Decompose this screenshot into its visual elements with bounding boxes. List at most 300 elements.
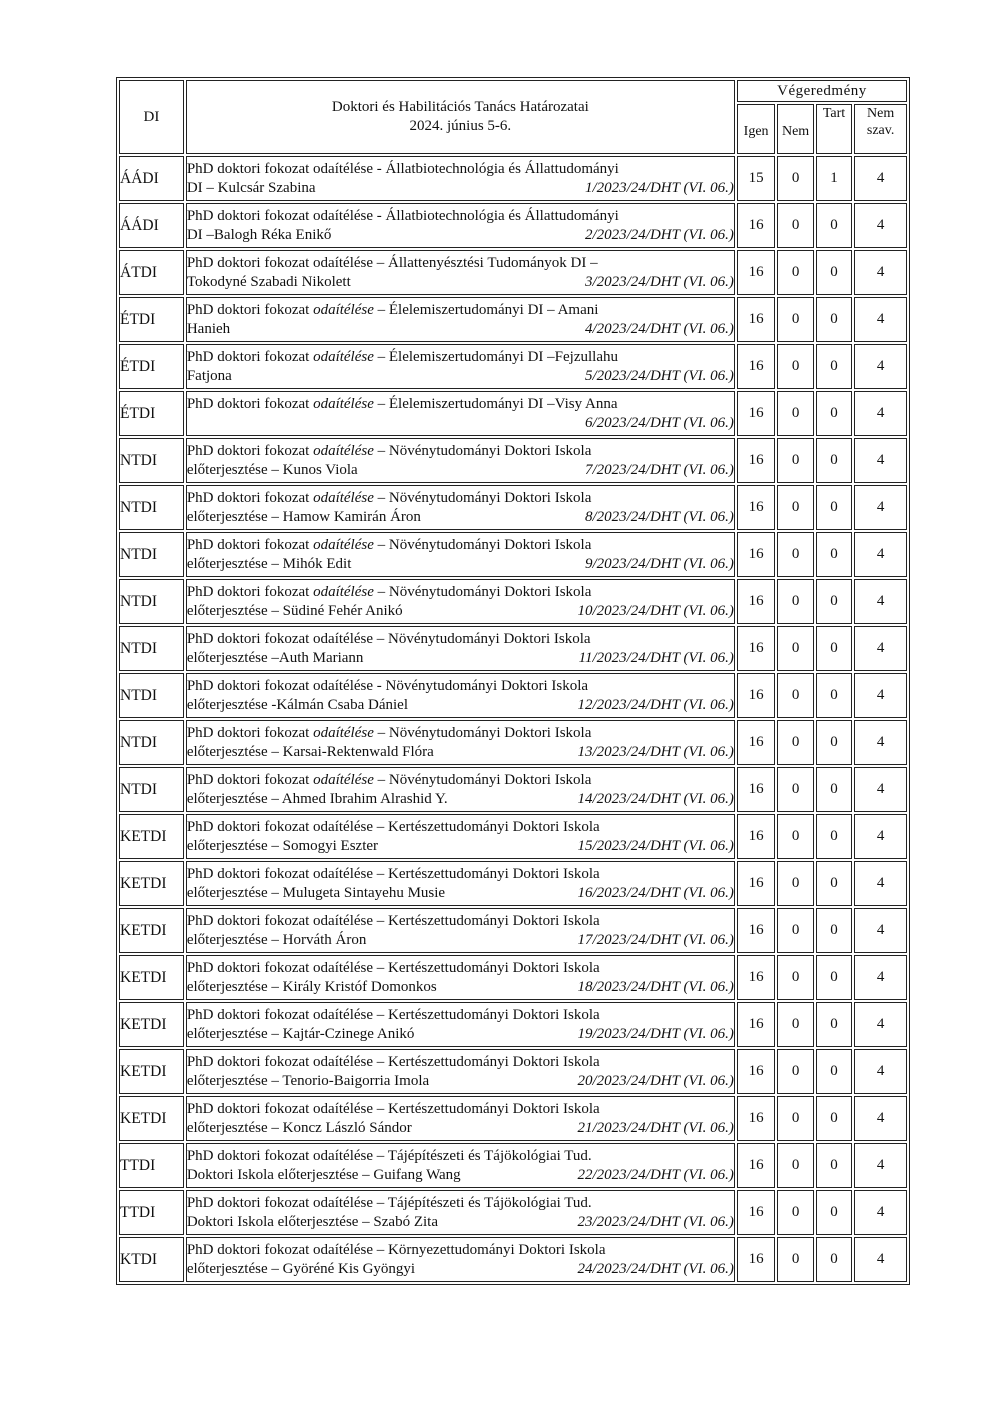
row-description-line1 (187, 1006, 734, 1025)
row-resolution-ref: 6/2023/24/DHT (VI. 06.) (584, 414, 734, 431)
row-description-line2 (187, 179, 734, 198)
row-vote-igen: 16 (737, 955, 775, 1000)
table-row (119, 438, 907, 483)
row-candidate: előterjesztése – Király Kristóf Domonkos (186, 978, 437, 995)
table-row (119, 955, 907, 1000)
row-description (186, 203, 735, 248)
table-row (119, 814, 907, 859)
row-resolution-ref: 18/2023/24/DHT (VI. 06.) (577, 978, 734, 995)
row-resolution-ref: 10/2023/24/DHT (VI. 06.) (577, 602, 734, 619)
row-description-lead: PhD doktori fokozat odaítélése (186, 1241, 374, 1258)
row-description-line1 (187, 395, 734, 414)
row-description (186, 814, 735, 859)
resolutions-table (116, 77, 910, 1285)
row-description-line2 (187, 508, 734, 527)
row-candidate: Fatjona (186, 367, 232, 384)
table-row (119, 344, 907, 389)
row-di-code: TTDI (119, 1143, 184, 1188)
row-description-lead: PhD doktori fokozat odaítélése (186, 1053, 374, 1070)
row-candidate: előterjesztése – Györéné Kis Gyöngyi (186, 1260, 416, 1277)
row-description-rest: – Környezettudományi Doktori Iskola (373, 1241, 606, 1258)
row-description-lead: PhD doktori fokozat odaítélése (186, 865, 374, 882)
row-description (186, 250, 735, 295)
row-di-code: NTDI (119, 532, 184, 577)
row-description-lead: PhD doktori fokozat (186, 395, 314, 412)
table-row (119, 1143, 907, 1188)
row-vote-nem-szav: 4 (854, 1002, 907, 1047)
row-vote-nem: 0 (777, 485, 813, 530)
row-description-italic-word: odaítélése (313, 442, 374, 459)
row-candidate: előterjesztése – Tenorio-Baigorria Imola (186, 1072, 430, 1089)
row-vote-igen: 16 (737, 1096, 775, 1141)
row-description-rest: - Állatbiotechnológia és Állattudományi (373, 207, 619, 224)
row-vote-nem-szav: 4 (854, 1096, 907, 1141)
table-row (119, 861, 907, 906)
row-description-lead: PhD doktori fokozat odaítélése (186, 677, 374, 694)
row-description-rest: – Kertészettudományi Doktori Iskola (373, 1006, 600, 1023)
table-row (119, 1002, 907, 1047)
row-di-code: ÁÁDI (119, 203, 184, 248)
row-description-italic-word: odaítélése (313, 771, 374, 788)
row-vote-nem-szav: 4 (854, 250, 907, 295)
row-resolution-ref: 4/2023/24/DHT (VI. 06.) (584, 320, 734, 337)
row-vote-nem-szav: 4 (854, 861, 907, 906)
row-vote-tart: 0 (816, 485, 852, 530)
row-description (186, 391, 735, 436)
row-description-rest: – Növénytudományi Doktori Iskola (373, 536, 592, 553)
row-description (186, 1190, 735, 1235)
row-description (186, 861, 735, 906)
row-vote-nem-szav: 4 (854, 767, 907, 812)
row-description-line2 (187, 320, 734, 339)
table-row (119, 1190, 907, 1235)
row-description-lead: PhD doktori fokozat (186, 442, 314, 459)
row-vote-tart: 0 (816, 344, 852, 389)
row-description-line2 (187, 1213, 734, 1232)
table-row (119, 1049, 907, 1094)
row-candidate: előterjesztése – Kunos Viola (186, 461, 358, 478)
row-description-lead: PhD doktori fokozat odaítélése (186, 160, 374, 177)
row-description-line2 (187, 978, 734, 997)
row-description (186, 626, 735, 671)
table-row (119, 908, 907, 953)
row-di-code: KETDI (119, 814, 184, 859)
row-description-line1 (187, 442, 734, 461)
row-resolution-ref: 15/2023/24/DHT (VI. 06.) (577, 837, 734, 854)
row-description-rest: – Élelemiszertudományi DI –Fejzullahu (373, 348, 618, 365)
row-description-rest: – Élelemiszertudományi DI – Amani (373, 301, 599, 318)
row-candidate: Doktori Iskola előterjesztése – Szabó Zita (186, 1213, 438, 1230)
header-nem-szav-line1: Nem (867, 106, 895, 121)
row-vote-tart: 0 (816, 1002, 852, 1047)
row-vote-nem: 0 (777, 250, 813, 295)
row-description (186, 438, 735, 483)
row-vote-nem-szav: 4 (854, 955, 907, 1000)
row-description-line2 (187, 273, 734, 292)
table-header (119, 80, 907, 154)
row-resolution-ref: 22/2023/24/DHT (VI. 06.) (577, 1166, 734, 1183)
row-description-rest: – Kertészettudományi Doktori Iskola (373, 1100, 600, 1117)
row-candidate: előterjesztése – Ahmed Ibrahim Alrashid Y. (186, 790, 448, 807)
row-description-line1 (187, 160, 734, 179)
row-vote-nem: 0 (777, 297, 813, 342)
header-title (186, 80, 735, 154)
row-description-line1 (187, 536, 734, 555)
row-vote-igen: 16 (737, 720, 775, 765)
row-vote-nem: 0 (777, 1190, 813, 1235)
row-vote-nem-szav: 4 (854, 532, 907, 577)
row-vote-tart: 0 (816, 297, 852, 342)
row-description-line1 (187, 771, 734, 790)
row-description-lead: PhD doktori fokozat odaítélése (186, 254, 374, 271)
row-candidate: Hanieh (186, 320, 231, 337)
row-vote-igen: 16 (737, 250, 775, 295)
header-tart: Tart (816, 104, 852, 154)
row-description-italic-word: odaítélése (313, 724, 374, 741)
header-nem-szav (854, 104, 907, 154)
row-description-line1 (187, 959, 734, 978)
row-description-line2 (187, 414, 734, 433)
table-row (119, 156, 907, 201)
row-di-code: KETDI (119, 861, 184, 906)
row-description-rest: – Növénytudományi Doktori Iskola (373, 442, 592, 459)
row-vote-nem-szav: 4 (854, 156, 907, 201)
row-vote-igen: 16 (737, 1002, 775, 1047)
table-row (119, 1096, 907, 1141)
row-description-line1 (187, 724, 734, 743)
row-candidate: Doktori Iskola előterjesztése – Guifang Wang (186, 1166, 461, 1183)
row-vote-nem-szav: 4 (854, 344, 907, 389)
row-candidate: előterjesztése -Kálmán Csaba Dániel (186, 696, 408, 713)
row-description-line1 (187, 254, 734, 273)
row-di-code: KETDI (119, 1049, 184, 1094)
row-description-line2 (187, 1072, 734, 1091)
header-nem-szav-line2: szav. (866, 123, 895, 138)
row-description (186, 767, 735, 812)
row-vote-nem: 0 (777, 579, 813, 624)
row-di-code: NTDI (119, 626, 184, 671)
row-description-line2 (187, 461, 734, 480)
table-row (119, 250, 907, 295)
row-vote-nem-szav: 4 (854, 1143, 907, 1188)
row-description-line1 (187, 1053, 734, 1072)
row-vote-igen: 16 (737, 908, 775, 953)
row-resolution-ref: 5/2023/24/DHT (VI. 06.) (584, 367, 734, 384)
row-description-line2 (187, 555, 734, 574)
row-description-line2 (187, 790, 734, 809)
row-description-line1 (187, 489, 734, 508)
row-di-code: NTDI (119, 767, 184, 812)
row-resolution-ref: 12/2023/24/DHT (VI. 06.) (577, 696, 734, 713)
row-vote-tart: 1 (816, 156, 852, 201)
row-vote-tart: 0 (816, 1049, 852, 1094)
header-igen: Igen (737, 104, 775, 154)
row-description-line2 (187, 931, 734, 950)
header-results-group: Végeredmény (737, 80, 907, 102)
row-description-line2 (187, 837, 734, 856)
row-resolution-ref: 11/2023/24/DHT (VI. 06.) (578, 649, 734, 666)
row-vote-nem: 0 (777, 626, 813, 671)
row-resolution-ref: 1/2023/24/DHT (VI. 06.) (584, 179, 734, 196)
row-description-line1 (187, 1241, 734, 1260)
row-description-line1 (187, 818, 734, 837)
row-resolution-ref: 23/2023/24/DHT (VI. 06.) (577, 1213, 734, 1230)
row-description-rest: – Kertészettudományi Doktori Iskola (373, 1053, 600, 1070)
row-vote-nem-szav: 4 (854, 626, 907, 671)
row-vote-nem-szav: 4 (854, 1237, 907, 1282)
row-description-rest: – Tájépítészeti és Tájökológiai Tud. (373, 1147, 592, 1164)
row-vote-nem: 0 (777, 156, 813, 201)
row-vote-nem: 0 (777, 720, 813, 765)
row-description-italic-word: odaítélése (313, 489, 374, 506)
row-vote-tart: 0 (816, 814, 852, 859)
row-candidate: előterjesztése – Hamow Kamirán Áron (186, 508, 421, 525)
row-resolution-ref: 16/2023/24/DHT (VI. 06.) (577, 884, 734, 901)
row-candidate: előterjesztése – Mihók Edit (186, 555, 352, 572)
row-description-rest: – Növénytudományi Doktori Iskola (373, 630, 591, 647)
row-vote-igen: 16 (737, 438, 775, 483)
row-resolution-ref: 9/2023/24/DHT (VI. 06.) (584, 555, 734, 572)
table-row (119, 767, 907, 812)
row-vote-nem-szav: 4 (854, 391, 907, 436)
row-resolution-ref: 3/2023/24/DHT (VI. 06.) (584, 273, 734, 290)
row-di-code: NTDI (119, 579, 184, 624)
row-vote-tart: 0 (816, 767, 852, 812)
row-description (186, 1049, 735, 1094)
row-vote-tart: 0 (816, 861, 852, 906)
row-description-italic-word: odaítélése (313, 536, 374, 553)
row-description-lead: PhD doktori fokozat (186, 583, 314, 600)
row-vote-igen: 16 (737, 1190, 775, 1235)
row-description-lead: PhD doktori fokozat odaítélése (186, 1006, 374, 1023)
row-di-code: KETDI (119, 955, 184, 1000)
row-description-lead: PhD doktori fokozat odaítélése (186, 818, 374, 835)
row-candidate: előterjesztése – Kajtár-Czinege Anikó (186, 1025, 415, 1042)
row-vote-tart: 0 (816, 438, 852, 483)
row-description-rest: – Növénytudományi Doktori Iskola (373, 583, 592, 600)
row-candidate: előterjesztése – Horváth Áron (186, 931, 367, 948)
row-description-lead: PhD doktori fokozat odaítélése (186, 912, 374, 929)
table-row (119, 391, 907, 436)
table-row (119, 673, 907, 718)
row-candidate: előterjesztése – Karsai-Rektenwald Flóra (186, 743, 434, 760)
row-description-rest: – Kertészettudományi Doktori Iskola (373, 912, 600, 929)
row-vote-nem: 0 (777, 1096, 813, 1141)
row-vote-tart: 0 (816, 391, 852, 436)
row-description-rest: - Növénytudományi Doktori Iskola (373, 677, 589, 694)
row-di-code: TTDI (119, 1190, 184, 1235)
row-description-lead: PhD doktori fokozat (186, 536, 314, 553)
row-vote-tart: 0 (816, 1143, 852, 1188)
row-description-line2 (187, 1260, 734, 1279)
row-description-lead: PhD doktori fokozat odaítélése (186, 207, 374, 224)
row-description-line1 (187, 207, 734, 226)
table-row (119, 297, 907, 342)
row-vote-nem-szav: 4 (854, 720, 907, 765)
row-vote-igen: 16 (737, 673, 775, 718)
row-description-line1 (187, 301, 734, 320)
row-vote-tart: 0 (816, 579, 852, 624)
row-candidate: Tokodyné Szabadi Nikolett (186, 273, 351, 290)
row-description-line2 (187, 1119, 734, 1138)
row-vote-nem: 0 (777, 955, 813, 1000)
row-description-italic-word: odaítélése (313, 301, 374, 318)
row-vote-igen: 16 (737, 485, 775, 530)
row-description-rest: – Tájépítészeti és Tájökológiai Tud. (373, 1194, 592, 1211)
row-vote-tart: 0 (816, 203, 852, 248)
row-description-rest: – Növénytudományi Doktori Iskola (373, 489, 592, 506)
row-description-line1 (187, 348, 734, 367)
row-description-italic-word: odaítélése (313, 583, 374, 600)
row-resolution-ref: 17/2023/24/DHT (VI. 06.) (577, 931, 734, 948)
row-description-line1 (187, 677, 734, 696)
row-description-lead: PhD doktori fokozat odaítélése (186, 1194, 374, 1211)
row-vote-nem: 0 (777, 767, 813, 812)
row-vote-nem-szav: 4 (854, 485, 907, 530)
row-vote-tart: 0 (816, 720, 852, 765)
row-candidate: előterjesztése – Koncz László Sándor (186, 1119, 412, 1136)
row-vote-nem: 0 (777, 344, 813, 389)
row-vote-nem: 0 (777, 1049, 813, 1094)
row-description-lead: PhD doktori fokozat (186, 724, 314, 741)
row-di-code: KETDI (119, 1002, 184, 1047)
row-candidate: előterjesztése – Südiné Fehér Anikó (186, 602, 403, 619)
row-di-code: KTDI (119, 1237, 184, 1282)
row-description (186, 297, 735, 342)
row-description-rest: – Kertészettudományi Doktori Iskola (373, 818, 600, 835)
row-description (186, 1237, 735, 1282)
row-candidate: DI – Kulcsár Szabina (186, 179, 316, 196)
row-candidate: előterjesztése – Somogyi Eszter (186, 837, 379, 854)
row-vote-nem-szav: 4 (854, 908, 907, 953)
row-description-rest: – Kertészettudományi Doktori Iskola (373, 865, 600, 882)
table-row (119, 720, 907, 765)
row-vote-nem: 0 (777, 814, 813, 859)
row-vote-nem: 0 (777, 673, 813, 718)
row-description-line1 (187, 583, 734, 602)
row-vote-tart: 0 (816, 955, 852, 1000)
row-description-lead: PhD doktori fokozat (186, 771, 314, 788)
row-vote-nem: 0 (777, 1143, 813, 1188)
header-title-line2: 2024. június 5-6. (409, 118, 512, 134)
row-vote-igen: 15 (737, 156, 775, 201)
row-description (186, 955, 735, 1000)
row-vote-nem-szav: 4 (854, 1190, 907, 1235)
table-row (119, 485, 907, 530)
row-description-rest: – Növénytudományi Doktori Iskola (373, 771, 592, 788)
row-vote-nem-szav: 4 (854, 438, 907, 483)
row-vote-igen: 16 (737, 861, 775, 906)
row-vote-nem: 0 (777, 391, 813, 436)
table-row (119, 579, 907, 624)
row-vote-igen: 16 (737, 626, 775, 671)
row-description-line2 (187, 649, 734, 668)
row-resolution-ref: 19/2023/24/DHT (VI. 06.) (577, 1025, 734, 1042)
row-vote-tart: 0 (816, 1096, 852, 1141)
row-vote-igen: 16 (737, 579, 775, 624)
row-description (186, 156, 735, 201)
row-description-line1 (187, 912, 734, 931)
row-vote-igen: 16 (737, 203, 775, 248)
row-vote-igen: 16 (737, 1143, 775, 1188)
row-description-rest: - Állatbiotechnológia és Állattudományi (373, 160, 619, 177)
row-vote-nem: 0 (777, 861, 813, 906)
row-description-rest: – Növénytudományi Doktori Iskola (373, 724, 592, 741)
row-description-line1 (187, 1194, 734, 1213)
row-di-code: ÉTDI (119, 297, 184, 342)
row-description (186, 579, 735, 624)
table-row (119, 626, 907, 671)
row-description-lead: PhD doktori fokozat odaítélése (186, 1147, 374, 1164)
row-vote-nem: 0 (777, 532, 813, 577)
row-resolution-ref: 2/2023/24/DHT (VI. 06.) (584, 226, 734, 243)
row-description-line1 (187, 1147, 734, 1166)
row-description (186, 1002, 735, 1047)
row-di-code: NTDI (119, 673, 184, 718)
row-description-line2 (187, 743, 734, 762)
row-vote-tart: 0 (816, 1237, 852, 1282)
row-vote-igen: 16 (737, 767, 775, 812)
row-vote-tart: 0 (816, 673, 852, 718)
row-description (186, 908, 735, 953)
row-vote-igen: 16 (737, 344, 775, 389)
row-description (186, 485, 735, 530)
row-di-code: ÁTDI (119, 250, 184, 295)
row-resolution-ref: 13/2023/24/DHT (VI. 06.) (577, 743, 734, 760)
row-description (186, 673, 735, 718)
row-description-lead: PhD doktori fokozat (186, 348, 314, 365)
row-description (186, 1096, 735, 1141)
row-vote-igen: 16 (737, 1237, 775, 1282)
row-candidate: előterjesztése – Mulugeta Sintayehu Musie (186, 884, 446, 901)
row-vote-nem: 0 (777, 1237, 813, 1282)
row-vote-igen: 16 (737, 532, 775, 577)
row-di-code: ÉTDI (119, 391, 184, 436)
row-description (186, 344, 735, 389)
table-row (119, 203, 907, 248)
row-vote-nem: 0 (777, 203, 813, 248)
row-resolution-ref: 7/2023/24/DHT (VI. 06.) (584, 461, 734, 478)
header-title-line1: Doktori és Habilitációs Tanács Határozatai (331, 99, 589, 115)
row-description-line2 (187, 1025, 734, 1044)
row-description-line1 (187, 1100, 734, 1119)
row-di-code: KETDI (119, 1096, 184, 1141)
table-row (119, 532, 907, 577)
row-candidate: előterjesztése –Auth Mariann (186, 649, 364, 666)
row-description-line1 (187, 630, 734, 649)
row-vote-nem-szav: 4 (854, 297, 907, 342)
row-vote-nem-szav: 4 (854, 579, 907, 624)
row-description-lead: PhD doktori fokozat odaítélése (186, 630, 374, 647)
row-vote-nem-szav: 4 (854, 1049, 907, 1094)
row-di-code: NTDI (119, 438, 184, 483)
table-row (119, 1237, 907, 1282)
row-di-code: NTDI (119, 485, 184, 530)
header-di: DI (119, 80, 184, 154)
row-description-line2 (187, 696, 734, 715)
row-description-rest: – Kertészettudományi Doktori Iskola (373, 959, 600, 976)
row-vote-igen: 16 (737, 814, 775, 859)
row-candidate: DI –Balogh Réka Enikő (186, 226, 332, 243)
row-vote-igen: 16 (737, 297, 775, 342)
row-vote-tart: 0 (816, 532, 852, 577)
row-description-italic-word: odaítélése (313, 348, 374, 365)
row-description-italic-word: odaítélése (313, 395, 374, 412)
row-description (186, 532, 735, 577)
row-resolution-ref: 20/2023/24/DHT (VI. 06.) (577, 1072, 734, 1089)
row-vote-nem-szav: 4 (854, 203, 907, 248)
row-vote-nem: 0 (777, 438, 813, 483)
